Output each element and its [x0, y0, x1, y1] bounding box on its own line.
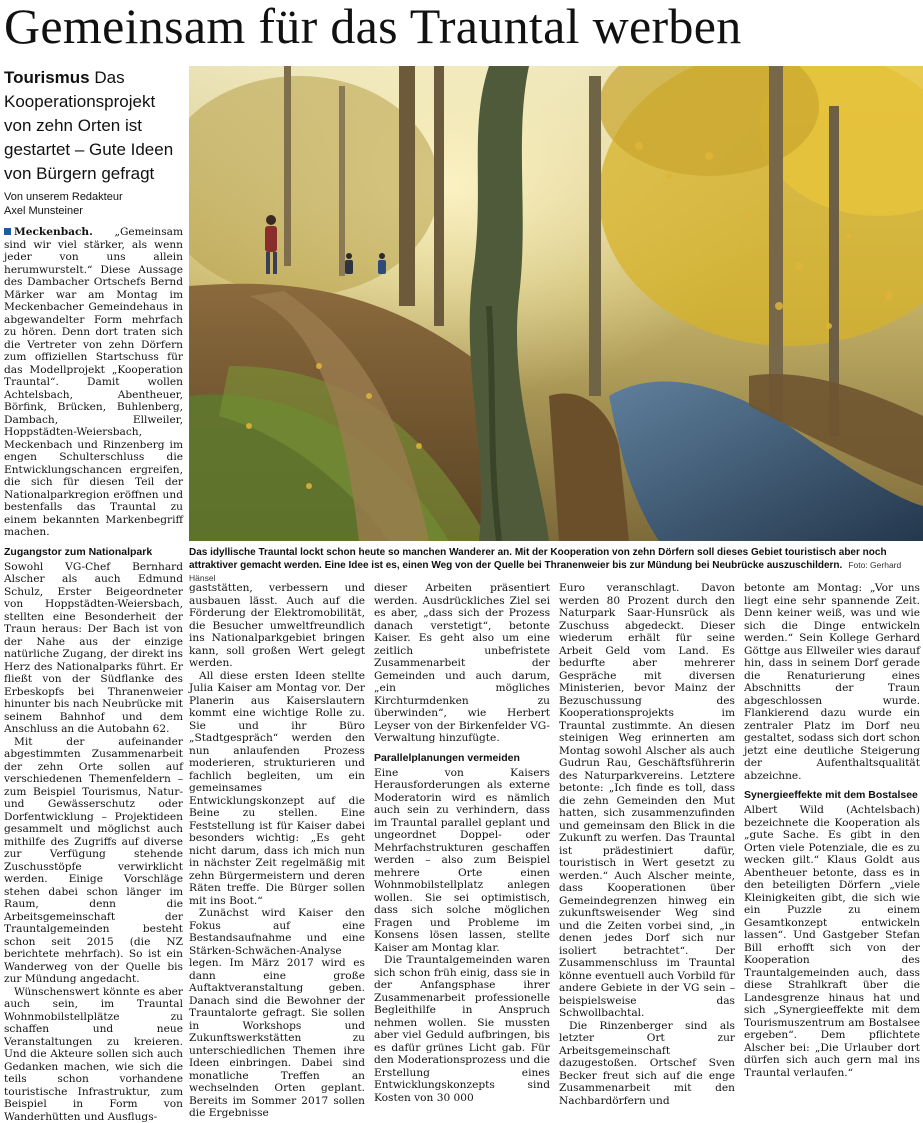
- lead-paragraph: [4, 226, 183, 539]
- byline-line-1: Von unserem Redakteur: [4, 190, 184, 204]
- paragraph: Euro veranschlagt. Davon werden 80 Prozent durch den Naturpark Saar-Hunsrück als Zuschuss abgedeckt. Dieser wiederum erhält für seine Arbeit Geld vom Land. Es bedurfte aber mehrerer Gespräche mit diversen Ministerien, bevor Mainz der Bezuschussung des Kooperationsprojekts im Trauntal zustimmte. An diesen steinigen Weg erinnerten am Montag sowohl Alscher als auch Gudrun Rau, Geschäftsführerin des Naturparkvereins. Letztere betonte: „Ich finde es toll, dass die zehn Gemeinden den Mut hatten, sich zusammenzufinden und gemeinsam den Blick in die Zukunft zu werfen. Das Trauntal ist prädestiniert dafür, touristisch in Wert gesetzt zu werden.“ Auch Alscher meinte, dass Kooperationen über Gemeindegrenzen hinweg ein zukunftsweisender Weg sind und die Zeiten vorbei sind, „in denen jedes Dorf sich nur isoliert betrachtet“. Der Zusammenschluss im Trauntal könne eventuell auch Vorbild für andere Gebiete in der VG sein – beispielsweise das Schwollbachtal.: [559, 582, 735, 1020]
- article-photo: [189, 66, 923, 541]
- subheading: Zugangstor zum Nationalpark: [4, 546, 183, 559]
- paragraph: Zunächst wird Kaiser den Fokus auf eine Bestandsaufnahme und eine Stärken-Schwächen-Analyse legen. Im März 2017 wird es dann eine große Auftaktveranstaltung geben. Danach sind die Bewohner der Trauntalorte gefragt. Sie sollen in Workshops und Zukunftswerkstätten zu unterschiedlichen Themen ihre Ideen einbringen. Dabei sind monatliche Treffen an wechselnden Orten geplant. Bereits im Sommer 2017 sollen die Ergebnisse: [189, 907, 365, 1120]
- article-column-4: [559, 582, 735, 1107]
- paragraph: betonte am Montag: „Vor uns liegt eine sehr spannende Zeit. Denn keiner weiß, was und wie sich die Dinge entwickeln werden.“ Sein Kollege Gerhard Göttge aus Ellweiler wies darauf hin, dass in seinem Dorf gerade die Renaturierung eines Abschnitts der Traun abgeschlossen wurde. Flankierend dazu wurde ein zentraler Platz im Dorf neu gestaltet, sodass sich dort schon jetzt eine deutliche Steigerung der Aufenthaltsqualität abzeichne.: [744, 582, 920, 782]
- photo-caption: [189, 546, 923, 576]
- intro-block: [4, 66, 184, 186]
- headline: Gemeinsam für das Trauntal werben: [4, 0, 919, 60]
- hiker-3: [378, 253, 386, 274]
- kicker: [4, 66, 184, 186]
- paragraph: Sowohl VG-Chef Bernhard Alscher als auch Edmund Schulz, Erster Beigeordneter von Hoppstädten-Weiersbach, stellten eine Besonderheit der Traun heraus: Der Bach ist von der Nahe aus der einzige natürliche Zugang, der direkt ins Herz des Nationalparks führt. Er fließt von der Südflanke des Erbeskopfs bei Thranenweier hinunter bis nach Neubrücke mit seinem Bahnhof und dem Anschluss an die Autobahn 62.: [4, 561, 183, 736]
- subheading: Parallelplanungen vermeiden: [374, 752, 550, 765]
- paragraph: gaststätten, verbessern und ausbauen lässt. Auch auf die Förderung der Elektromobilität, die Besucher umweltfreundlich ins Nationalparkgebiet bringen kann, soll großen Wert gelegt werden.: [189, 582, 365, 670]
- paragraph: Wünschenswert könnte es aber auch sein, im Trauntal Wohnmobilstellplätze zu schaffen und neue Veranstaltungen zu kreieren. Und die Akteure sollen sich auch Gedanken machen, wie sich die teils schon vorhandene touristische Infrastruktur, zum Beispiel in Form von Wanderhütten und Ausflugs-: [4, 986, 183, 1123]
- forest-trail-illustration: [189, 66, 923, 541]
- article-column-1: [4, 226, 183, 1123]
- paragraph: Die Rinzenberger sind als letzter Ort zur Arbeitsgemeinschaft dazugestoßen. Ortschef Sven Becker freut sich auf die enge Zusammenarbeit mit den Nachbardörfern und: [559, 1020, 735, 1108]
- article-column-5: [744, 582, 920, 1079]
- paragraph: Albert Wild (Achtelsbach) bezeichnete die Kooperation als „gute Sache. Es gibt in den Orten viele Potenziale, die es zu wecken gilt.“ Klaus Goldt aus Abentheuer betonte, dass es in den beteiligten Dörfern „viele Kleinigkeiten gibt, die sich wie ein Puzzle zu einem Gesamtkonzept entwickeln lassen“. Und Gastgeber Stefan Bill erhofft sich von der Kooperation des Trauntalgemeinden auch, dass diese Strahlkraft über die Landesgrenze hinaus hat und sich „Synergieeffekte mit dem Tourismuszentrum am Bostalsee ergeben“. Dem pflichtete Alscher bei: „Die Urlauber dort dürfen sich auch gern mal ins Trauntal verlaufen.“: [744, 804, 920, 1079]
- photo-credit: Foto: Gerhard Hänsel: [189, 560, 901, 583]
- hiker-2: [345, 253, 353, 274]
- paragraph: Die Trauntalgemeinden waren sich schon früh einig, dass sie in der Anfangsphase ihrer Zusammenarbeit professionelle Begleithilfe in Anspruch nehmen wollen. Sie mussten aber viel Geduld aufbringen, bis es dafür grünes Licht gab. Für den Moderationsprozess und die Erstellung eines Entwicklungskonzepts sind Kosten von 30 000: [374, 954, 550, 1104]
- paragraph: All diese ersten Ideen stellte Julia Kaiser am Montag vor. Der Planerin aus Kaiserslautern kommt eine wichtige Rolle zu. Sie und ihr Büro „Stadtgespräch“ werden den nun anlaufenden Prozess moderieren, strukturieren und fachlich begleiten, um ein gemeinsames Entwicklungskonzept auf die Beine zu stellen. Eine Feststellung ist für Kaiser dabei besonders wichtig: „Es geht nicht darum, dass ich mich nun in nächster Zeit regelmäßig mit zehn Bürgermeistern und deren Räten treffe. Die Bürger sollen mit ins Boot.“: [189, 670, 365, 908]
- subheading: Synergieeffekte mit dem Bostalsee: [744, 789, 920, 802]
- paragraph: dieser Arbeiten präsentiert werden. Ausdrückliches Ziel sei es aber, „dass sich der Prozess danach verstetigt“, betonte Kaiser. Es geht also um eine zeitlich unbefristete Zusammenarbeit der Gemeinden und auch darum, „ein mögliches Kirchturmdenken zu überwinden“, wie Herbert Leyser von der Birkenfelder VG-Verwaltung hinzufügte.: [374, 582, 550, 745]
- byline-author: Axel Munsteiner: [4, 204, 184, 218]
- dateline: Meckenbach.: [14, 226, 93, 238]
- caption-text: Das idyllische Trauntal lockt schon heute so manchen Wanderer an. Mit der Kooperation von zehn Dörfern soll dieses Gebiet touristisch aber noch attraktiver gemacht werden. Eine Idee ist es, einen Weg von der Quelle bei Thranenweier bis zur Mündung bei Neubrücke auszuschildern.: [189, 547, 887, 571]
- subheadline: Das Kooperationsprojekt von zehn Orten ist gestartet – Gute Ideen von Bürgern gefragt: [4, 68, 173, 183]
- byline: [4, 190, 184, 218]
- kicker-label: Tourismus: [4, 68, 90, 87]
- article-column-3: [374, 582, 550, 1104]
- square-bullet-icon: [4, 228, 11, 235]
- paragraph-text: „Gemeinsam sind wir viel stärker, als wenn jeder von uns allein herumwurstelt.“ Diese Aussage des Dambacher Ortschefs Bernd Märker war am Montag im Meckenbacher Gemeindehaus in abgewandelter Form mehrfach zu hören. Denn dort traten sich die Vertreter von zehn Dörfern zum offiziellen Startschuss für das Modellprojekt „Kooperation Trauntal“. Damit wollen Achtelsbach, Abentheuer, Börfink, Brücken, Buhlenberg, Dambach, Ellweiler, Hoppstädten-Weiersbach, Meckenbach und Rinzenberg im engen Schulterschluss die Entwicklungschancen ergreifen, die sich für diesen Teil der Nationalparkregion eröffnen und bestenfalls das Trauntal zu einem bekannten Markenbegriff machen.: [4, 226, 183, 538]
- paragraph: Eine von Kaisers Herausforderungen als externe Moderatorin wird es nämlich auch sein zu verhindern, dass im Trauntal parallel geplant und ungeordnet Doppel- oder Mehrfachstrukturen geschaffen werden – also zum Beispiel mehrere Orte einen Wohnmobilstellplatz anlegen wollen. Sie sei optimistisch, dass sich solche möglichen Fragen und Probleme im Konsens lösen lassen, stellte Kaiser am Montag klar.: [374, 767, 550, 955]
- paragraph: Mit der aufeinander abgestimmten Zusammenarbeit der zehn Orte sollen auf verschiedenen Themenfeldern – zum Beispiel Tourismus, Natur- und Gewässerschutz oder Dorfentwicklung – Projektideen gesammelt und möglichst auch mithilfe des Zugriffs auf diverse zur Verfügung stehende Zuschusstöpfe verwirklicht werden. Einige Vorschläge stehen dabei schon länger im Raum, denn die Arbeitsgemeinschaft der Trauntalgemeinden besteht schon seit 2015 (die NZ berichtete mehrfach). So ist ein Wanderweg von der Quelle bis zur Mündung angedacht.: [4, 736, 183, 986]
- article-column-2: [189, 582, 365, 1120]
